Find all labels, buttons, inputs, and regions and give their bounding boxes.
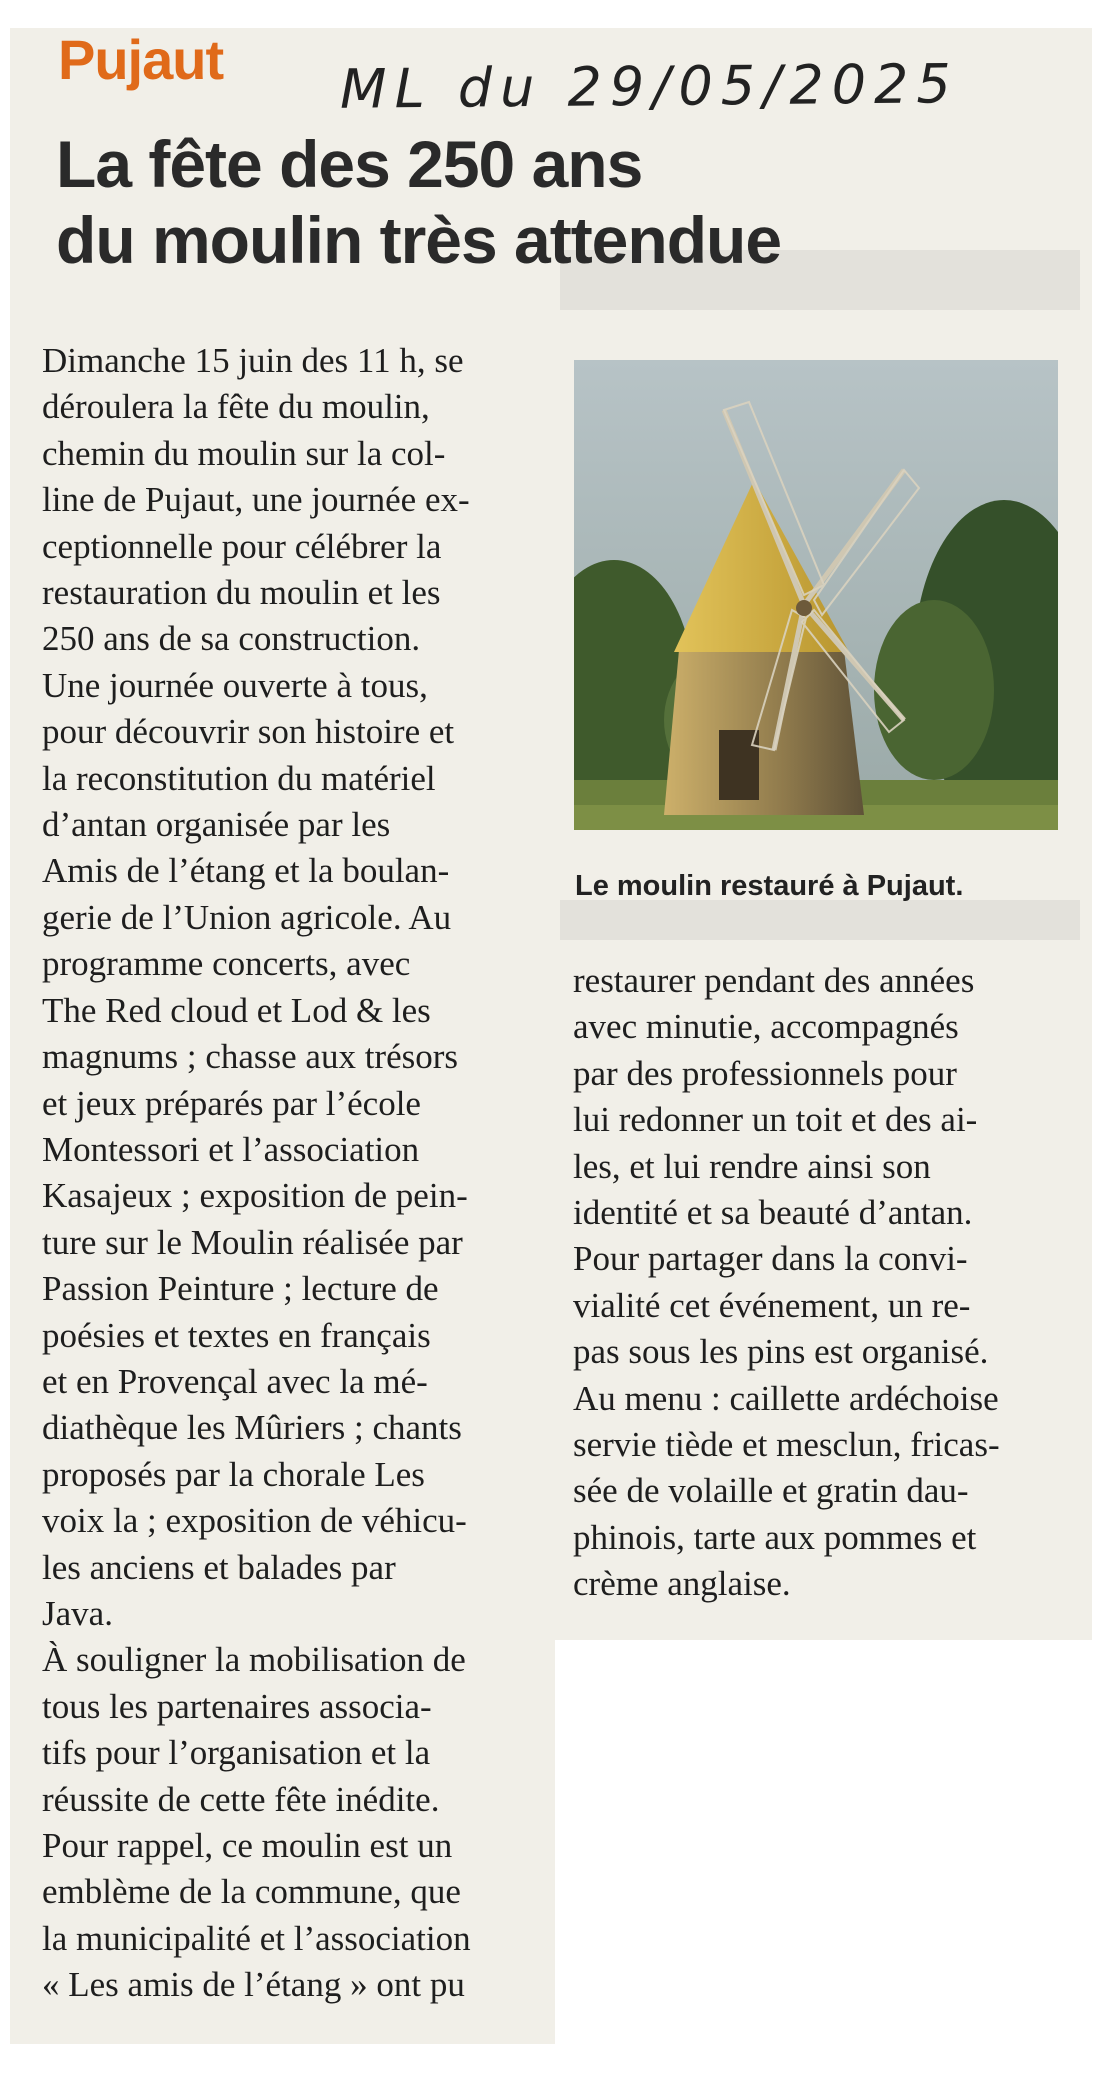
body-text-line: réussite de cette fête inédite. bbox=[42, 1779, 440, 1819]
body-text-line: Kasajeux ; exposition de pein- bbox=[42, 1176, 468, 1216]
body-text-line: tous les partenaires associa- bbox=[42, 1686, 432, 1726]
body-text-line: voix la ; exposition de véhicu- bbox=[42, 1501, 467, 1541]
body-text-line: lui redonner un toit et des ai- bbox=[573, 1100, 978, 1140]
body-text-line: tifs pour l’organisation et la bbox=[42, 1733, 431, 1773]
body-text-line: Au menu : caillette ardéchoise bbox=[573, 1378, 999, 1418]
body-text-line: sée de volaille et gratin dau- bbox=[573, 1471, 969, 1511]
body-text-line: Java. bbox=[42, 1593, 113, 1633]
body-text-line: proposés par la chorale Les bbox=[42, 1454, 425, 1494]
body-text-line: et jeux préparés par l’école bbox=[42, 1083, 421, 1123]
body-text-line: restauration du moulin et les bbox=[42, 573, 441, 613]
body-text-line: Dimanche 15 juin des 11 h, se bbox=[42, 341, 464, 380]
article-body-right-column bbox=[573, 958, 1073, 1608]
body-text-line: programme concerts, avec bbox=[42, 944, 411, 984]
body-text-line: À souligner la mobilisation de bbox=[42, 1640, 466, 1680]
body-text-line: par des professionnels pour bbox=[573, 1053, 957, 1093]
photo-caption: Le moulin restauré à Pujaut. bbox=[575, 870, 964, 902]
section-rubric: Pujaut bbox=[58, 28, 224, 91]
body-text-line: phinois, tarte aux pommes et bbox=[573, 1517, 977, 1557]
body-text-line: Pour rappel, ce moulin est un bbox=[42, 1826, 453, 1865]
windmill-photo bbox=[574, 360, 1058, 830]
body-text-line: crème anglaise. bbox=[573, 1564, 791, 1604]
body-text-line: avec minutie, accompagnés bbox=[573, 1007, 959, 1047]
body-text-line: ture sur le Moulin réalisée par bbox=[42, 1222, 463, 1262]
body-text-line: identité et sa beauté d’antan. bbox=[573, 1193, 973, 1233]
body-text-line: magnums ; chasse aux trésors bbox=[42, 1037, 459, 1077]
body-text-line: vialité cet événement, un re- bbox=[573, 1285, 971, 1325]
body-text-line: gerie de l’Union agricole. Au bbox=[42, 897, 452, 937]
body-text-line: « Les amis de l’étang » ont pu bbox=[42, 1965, 465, 2005]
body-text-line: Amis de l’étang et la boulan- bbox=[42, 851, 450, 891]
body-text-line: servie tiède et mesclun, fricas- bbox=[573, 1425, 1000, 1465]
handwritten-date-note: ML du 29/05/2025 bbox=[339, 52, 960, 121]
headline-line: du moulin très attendue bbox=[56, 203, 782, 277]
body-text-line: la municipalité et l’association bbox=[42, 1918, 471, 1958]
body-text-line: 250 ans de sa construction. bbox=[42, 619, 421, 659]
body-text-line: Montessori et l’association bbox=[42, 1129, 420, 1169]
body-text-line: Une journée ouverte à tous, bbox=[42, 665, 428, 705]
body-text-line: line de Pujaut, une journée ex- bbox=[42, 480, 470, 520]
body-text-line: déroulera la fête du moulin, bbox=[42, 387, 430, 427]
body-text-line: ceptionnelle pour célébrer la bbox=[42, 526, 442, 566]
bleed-through-texture bbox=[560, 900, 1080, 940]
body-text-line: la reconstitution du matériel bbox=[42, 758, 436, 798]
body-text-line: les, et lui rendre ainsi son bbox=[573, 1146, 931, 1186]
body-text-line: les anciens et balades par bbox=[42, 1547, 396, 1587]
body-text-line: poésies et textes en français bbox=[42, 1315, 431, 1355]
body-text-line: emblème de la commune, que bbox=[42, 1872, 461, 1912]
article-body-left-column bbox=[42, 338, 542, 2009]
article-headline bbox=[56, 126, 1016, 278]
body-text-line: Passion Peinture ; lecture de bbox=[42, 1269, 439, 1309]
body-text-line: pas sous les pins est organisé. bbox=[573, 1332, 989, 1372]
body-text-line: chemin du moulin sur la col- bbox=[42, 433, 446, 473]
windmill-illustration bbox=[574, 360, 1058, 830]
body-text-line: Pour partager dans la convi- bbox=[573, 1239, 968, 1279]
body-text-line: diathèque les Mûriers ; chants bbox=[42, 1408, 462, 1448]
body-text-line: et en Provençal avec la mé- bbox=[42, 1361, 428, 1401]
body-text-line: pour découvrir son histoire et bbox=[42, 712, 455, 752]
headline-line: La fête des 250 ans bbox=[56, 127, 643, 201]
body-text-line: d’antan organisée par les bbox=[42, 805, 391, 845]
body-text-line: restaurer pendant des années bbox=[573, 961, 975, 1000]
body-text-line: The Red cloud et Lod & les bbox=[42, 990, 431, 1030]
